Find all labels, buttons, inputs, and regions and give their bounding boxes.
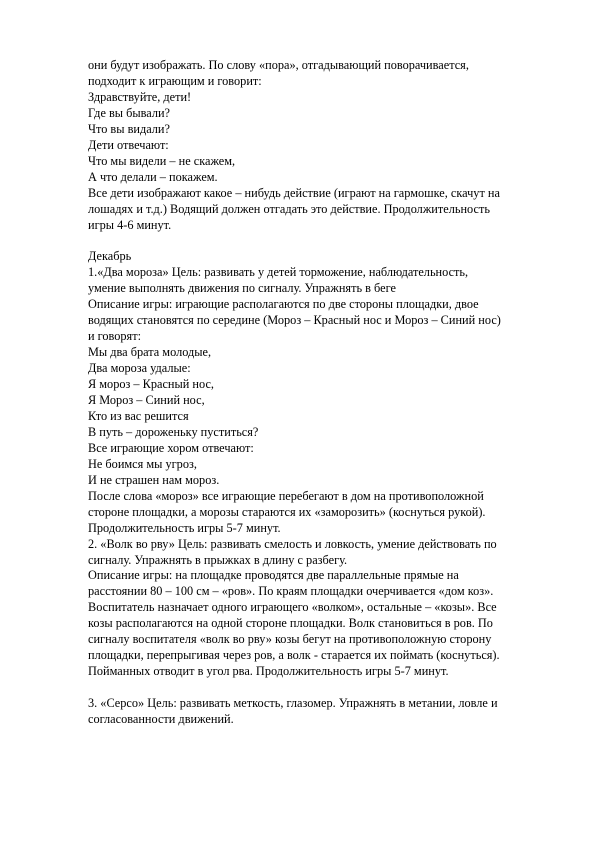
text-line: Дети отвечают: <box>88 137 169 152</box>
text-line: лошадях и т.д.) Водящий должен отгадать это действие. Продолжительность <box>88 201 490 216</box>
text-line: водящих становятся по середине (Мороз – Красный нос и Мороз – Синий нос) <box>88 313 501 328</box>
text-line: Два мороза удалые: <box>88 361 191 376</box>
text-line: Продолжительность игры 5-7 минут. <box>88 520 281 535</box>
text-line: согласованности движений. <box>88 712 234 727</box>
text-line: После слова «мороз» все играющие перебегают в дом на противоположной <box>88 488 484 503</box>
blank-line <box>88 680 558 696</box>
text-line: расстоянии 80 – 100 см – «ров». По краям площадки очерчивается «дом коз». <box>88 584 494 599</box>
text-line: сигналу воспитателя «волк во рву» козы бегут на противоположную сторону <box>88 632 492 647</box>
text-line: Все играющие хором отвечают: <box>88 440 254 455</box>
text-line: Я Мороз – Синий нос, <box>88 393 205 407</box>
text-line: Описание игры: на площадке проводятся две параллельные прямые на <box>88 568 459 583</box>
blank-line <box>88 233 558 249</box>
text-line: Здравствуйте, дети! <box>88 89 192 104</box>
text-line: Не боимся мы угроз, <box>88 456 197 471</box>
text-line: сигналу. Упражнять в прыжках в длину с разбегу. <box>88 552 348 567</box>
text-line: Воспитатель назначает одного играющего «волком», остальные – «козы». Все <box>88 600 497 615</box>
text-line: и говорят: <box>88 329 142 344</box>
text-line: Декабрь <box>88 249 132 264</box>
text-line: 2. «Волк во рву» Цель: развивать смелость и ловкость, умение действовать по <box>88 536 497 551</box>
text-line: Что вы видали? <box>88 121 170 136</box>
text-line: они будут изображать. По слову «пора», отгадывающий поворачивается, <box>88 58 469 72</box>
text-line: В путь – дороженьку пуститься? <box>88 424 259 439</box>
text-line: А что делали – покажем. <box>88 169 218 184</box>
text-line: Мы два брата молодые, <box>88 345 212 360</box>
document-body <box>88 58 558 728</box>
text-line: Я мороз – Красный нос, <box>88 377 214 392</box>
text-line: Пойманных отводит в угол рва. Продолжительность игры 5-7 минут. <box>88 664 449 679</box>
text-line: умение выполнять движения по сигналу. Упражнять в беге <box>88 281 396 296</box>
text-line: 3. «Серсо» Цель: развивать меткость, глазомер. Упражнять в метании, ловле и <box>88 696 498 711</box>
text-line: игры 4-6 минут. <box>88 217 172 232</box>
text-line: площадки, перепрыгивая через ров, а волк - старается их поймать (коснуться). <box>88 648 500 663</box>
text-line: подходит к играющим и говорит: <box>88 73 262 88</box>
text-line: Кто из вас решится <box>88 408 189 423</box>
text-line: Что мы видели – не скажем, <box>88 153 236 168</box>
text-line: Где вы бывали? <box>88 105 171 120</box>
text-line: козы располагаются на одной стороне площадки. Волк становиться в ров. По <box>88 616 493 631</box>
text-line: Описание игры: играющие располагаются по две стороны площадки, двое <box>88 297 479 312</box>
text-line: И не страшен нам мороз. <box>88 472 220 487</box>
text-line: 1.«Два мороза» Цель: развивать у детей торможение, наблюдательность, <box>88 265 469 280</box>
text-line: Все дети изображают какое – нибудь действие (играют на гармошке, скачут на <box>88 185 500 200</box>
text-line: стороне площадки, а морозы стараются их «заморозить» (коснуться рукой). <box>88 504 486 519</box>
